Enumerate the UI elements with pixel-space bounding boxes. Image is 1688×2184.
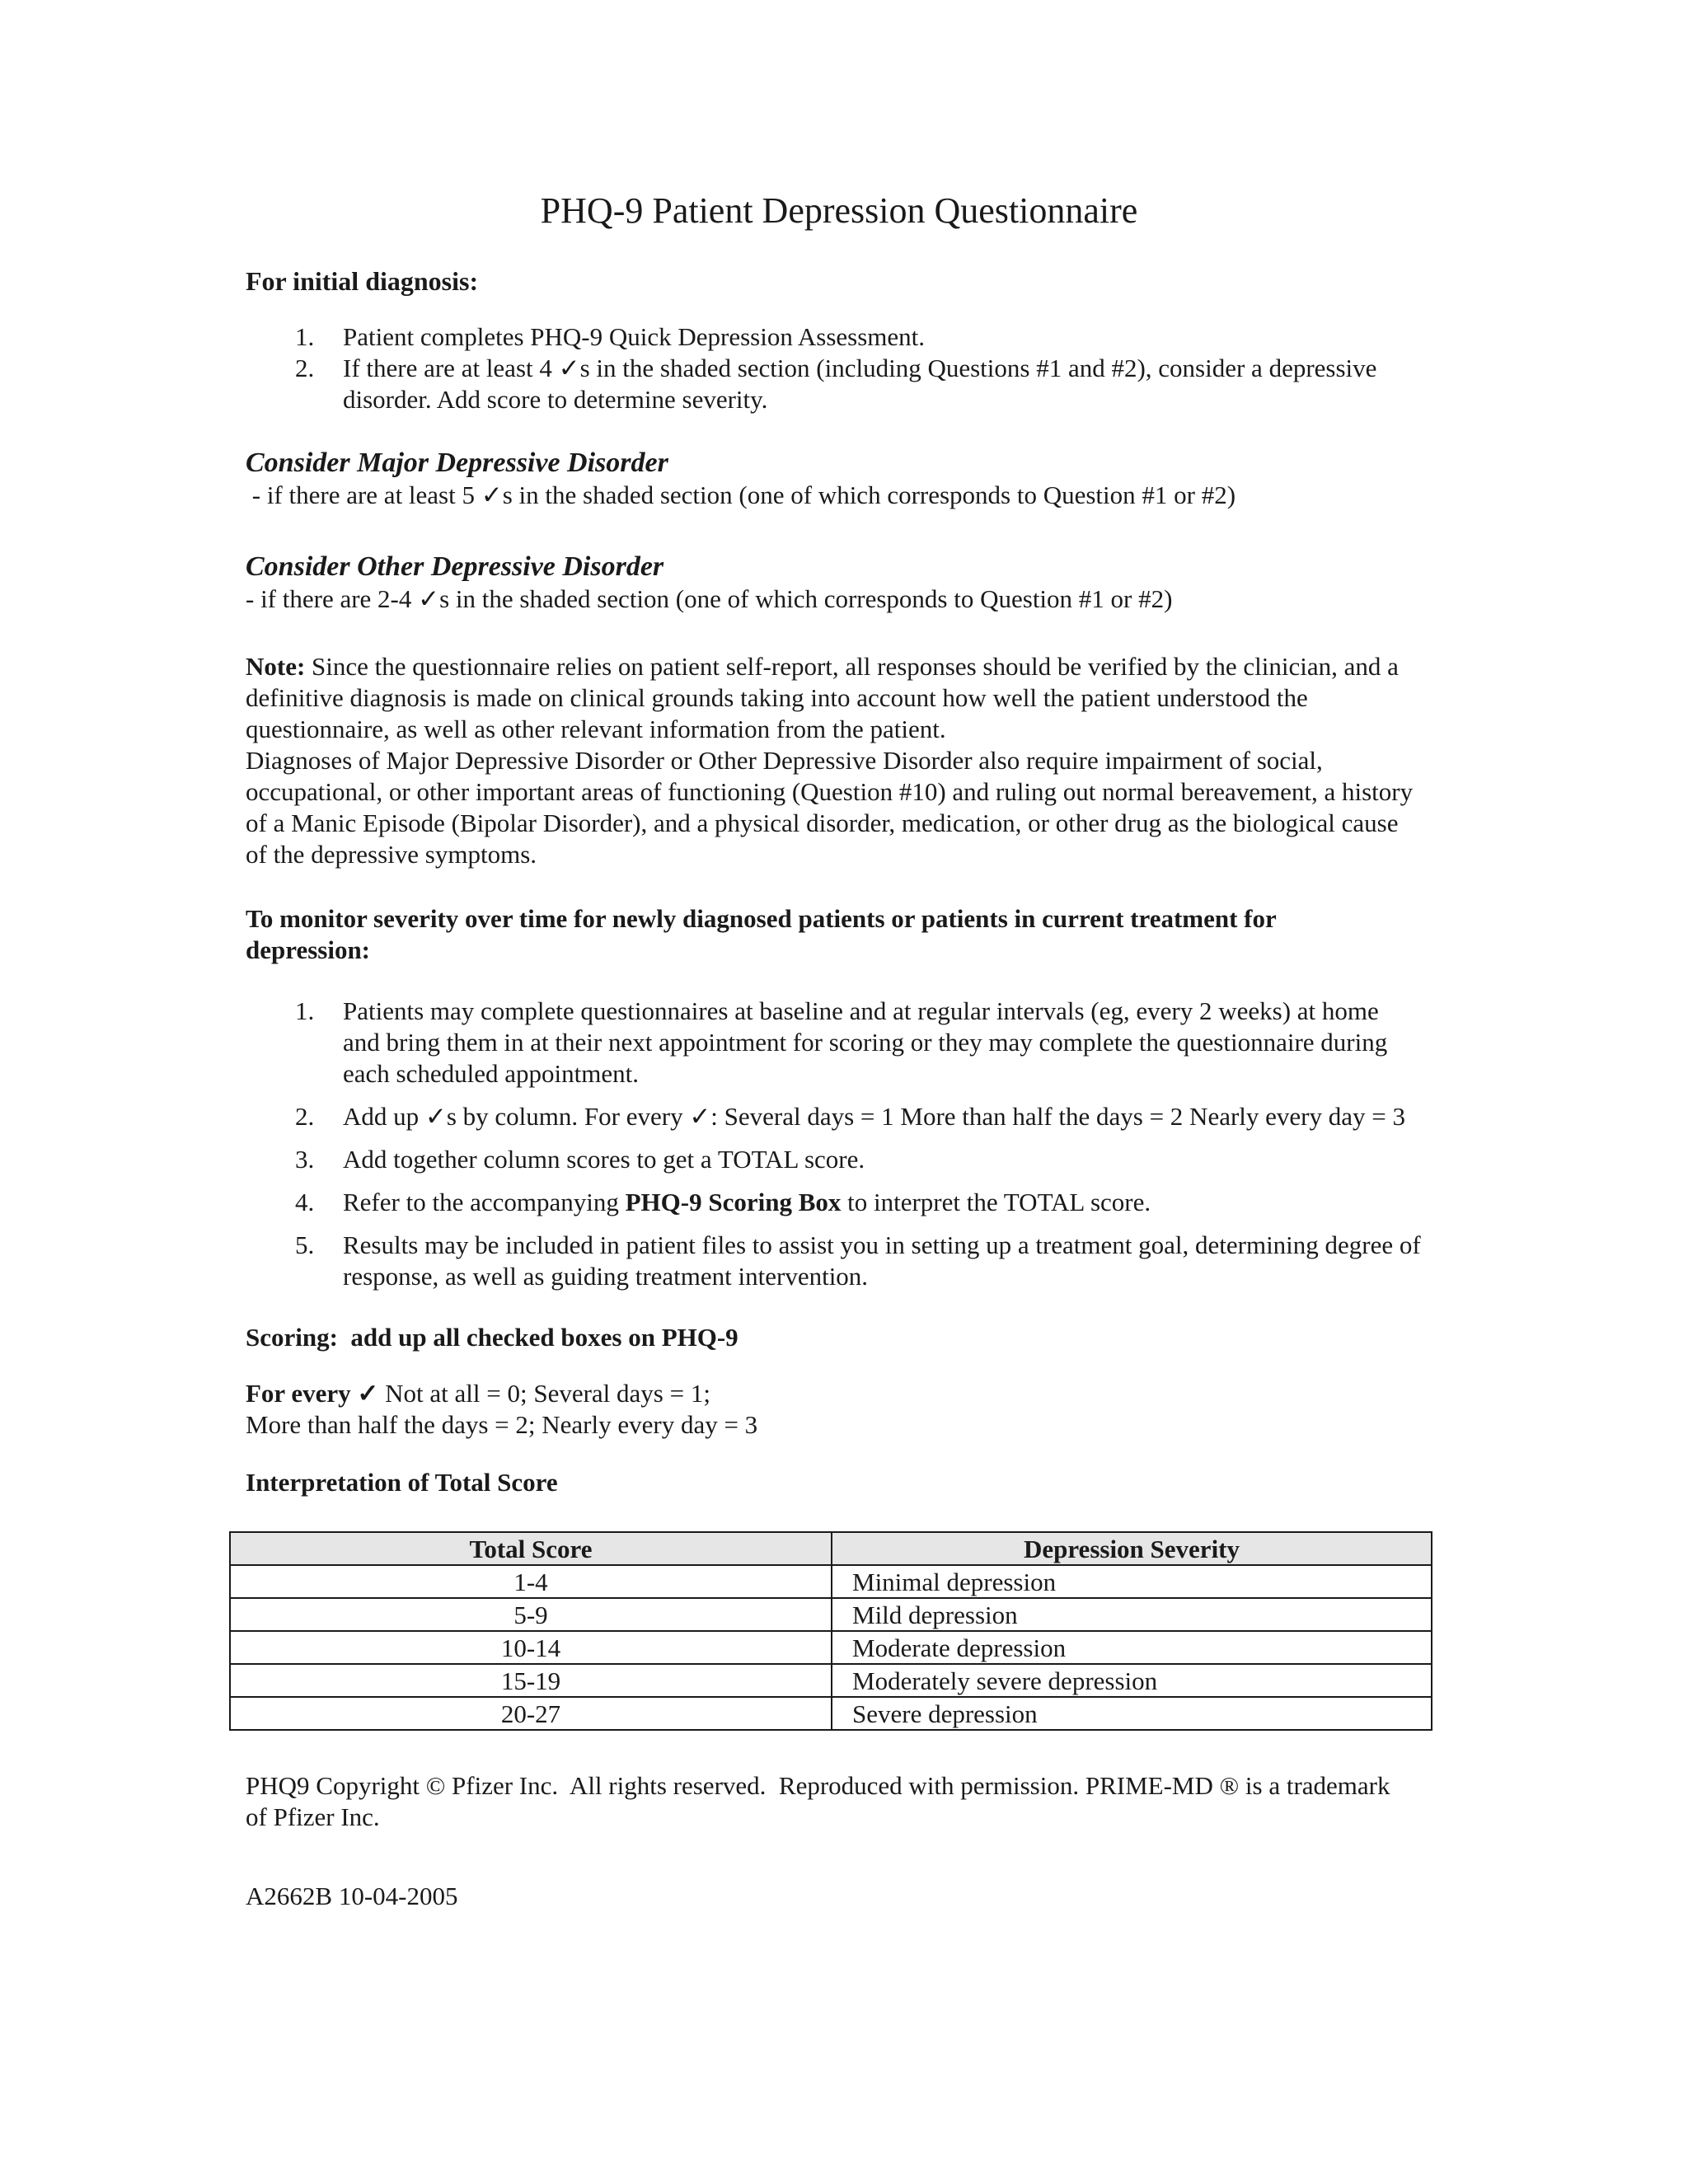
score-range: 1-4 xyxy=(230,1565,832,1598)
list-text: Add up ✓s by column. For every ✓: Several days = 1 More than half the days = 2 Nearly every day = 3 xyxy=(343,1102,1405,1131)
list-item xyxy=(246,1187,1515,1218)
list-number: 1. xyxy=(295,322,315,351)
table-row xyxy=(230,1697,1432,1730)
document-code: A2662B 10-04-2005 xyxy=(246,1882,458,1910)
other-disorder-text: - if there are 2-4 ✓s in the shaded section (one of which corresponds to Question #1 or #2) xyxy=(246,584,1173,613)
table-row xyxy=(230,1664,1432,1697)
severity-label: Moderately severe depression xyxy=(832,1664,1432,1697)
severity-label: Severe depression xyxy=(832,1697,1432,1730)
note-paragraph xyxy=(246,651,1432,745)
note-label: Note: xyxy=(246,652,306,681)
score-table xyxy=(229,1531,1432,1731)
list-number: 3. xyxy=(295,1145,315,1174)
list-number: 1. xyxy=(295,996,315,1025)
list-item xyxy=(246,1144,1515,1175)
table-row xyxy=(230,1631,1432,1664)
list-number: 5. xyxy=(295,1230,315,1259)
list-item xyxy=(246,996,1515,1090)
scoring-line-2: More than half the days = 2; Nearly every day = 3 xyxy=(246,1410,758,1439)
initial-diagnosis-heading: For initial diagnosis: xyxy=(246,266,479,296)
score-range: 10-14 xyxy=(230,1631,832,1664)
table-row xyxy=(230,1598,1432,1631)
list-text: Add together column scores to get a TOTAL score. xyxy=(343,1145,865,1174)
scoring-box-ref: PHQ-9 Scoring Box xyxy=(625,1188,842,1216)
severity-label: Moderate depression xyxy=(832,1631,1432,1664)
interpretation-heading: Interpretation of Total Score xyxy=(246,1468,558,1497)
score-range: 20-27 xyxy=(230,1697,832,1730)
column-header-total-score: Total Score xyxy=(230,1532,832,1565)
list-number: 2. xyxy=(295,1102,315,1131)
list-text: Patient completes PHQ-9 Quick Depression Assessment. xyxy=(343,322,926,351)
note-paragraph-2: Diagnoses of Major Depressive Disorder or Other Depressive Disorder also require impairment of social, occupational, or other important areas of functioning (Question #10) and ruling out normal bereavement, a history of a Manic Episode (Bipolar Disorder), and a physical disorder, medication, or other drug as the biological cause of the depressive symptoms. xyxy=(246,746,1414,869)
monitor-list xyxy=(246,996,1515,1292)
initial-diagnosis-list xyxy=(246,321,1465,415)
list-text-pre: Refer to the accompanying xyxy=(343,1188,626,1216)
scoring-heading: Scoring: add up all checked boxes on PHQ-9 xyxy=(246,1323,738,1352)
severity-label: Mild depression xyxy=(832,1598,1432,1631)
list-item xyxy=(246,1230,1515,1292)
list-item xyxy=(246,353,1465,415)
score-range: 5-9 xyxy=(230,1598,832,1631)
list-item xyxy=(246,1101,1515,1132)
major-disorder-text: - if there are at least 5 ✓s in the shaded section (one of which corresponds to Question #1 or #2) xyxy=(246,480,1236,509)
scoring-every-line xyxy=(246,1378,1498,1409)
list-number: 4. xyxy=(295,1188,315,1216)
score-table-wrap xyxy=(246,1531,1498,1729)
table-header-row xyxy=(230,1532,1432,1565)
scoring-every-text: Not at all = 0; Several days = 1; xyxy=(378,1379,710,1408)
list-number: 2. xyxy=(295,354,315,382)
column-header-depression-severity: Depression Severity xyxy=(832,1532,1432,1565)
document-page xyxy=(246,190,1498,1912)
score-range: 15-19 xyxy=(230,1664,832,1697)
scoring-every-label: For every ✓ xyxy=(246,1379,379,1408)
list-text: Results may be included in patient files to assist you in setting up a treatment goal, determining degree of response, as well as guiding treatment intervention. xyxy=(343,1230,1421,1291)
page-title: PHQ-9 Patient Depression Questionnaire xyxy=(540,190,1138,231)
note-text: Since the questionnaire relies on patient self-report, all responses should be verified by the clinician, and a definitive diagnosis is made on clinical grounds taking into account how well the patient understood the questionnaire, as well as other relevant information from the patient. xyxy=(246,652,1399,743)
copyright-notice: PHQ9 Copyright © Pfizer Inc. All rights reserved. Reproduced with permission. PRIME-MD ® is a trademark of Pfizer Inc. xyxy=(246,1771,1397,1831)
major-disorder-heading: Consider Major Depressive Disorder xyxy=(246,448,668,478)
other-disorder-heading: Consider Other Depressive Disorder xyxy=(246,551,664,582)
monitor-heading: To monitor severity over time for newly diagnosed patients or patients in current treatment for depression: xyxy=(246,904,1277,964)
list-text-post: to interpret the TOTAL score. xyxy=(841,1188,1151,1216)
list-item xyxy=(246,321,1465,353)
list-text: Patients may complete questionnaires at baseline and at regular intervals (eg, every 2 weeks) at home and bring them in at their next appointment for scoring or they may complete the questionnaire during each scheduled appointment. xyxy=(343,996,1388,1088)
table-row xyxy=(230,1565,1432,1598)
severity-label: Minimal depression xyxy=(832,1565,1432,1598)
list-text: If there are at least 4 ✓s in the shaded section (including Questions #1 and #2), consider a depressive disorder. Add score to determine severity. xyxy=(343,354,1377,414)
